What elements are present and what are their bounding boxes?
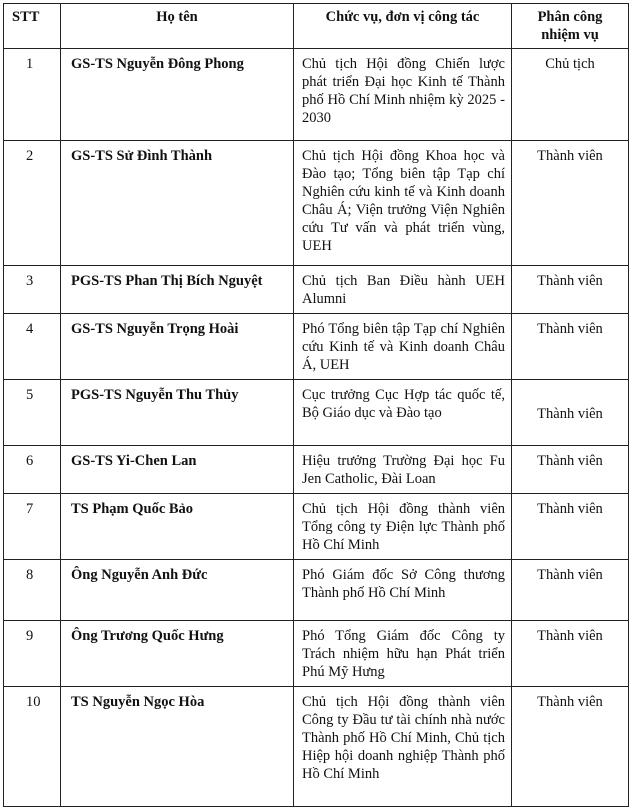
table-row bbox=[4, 314, 629, 380]
row-stt: 10 bbox=[4, 687, 61, 807]
header-role: Chức vụ, đơn vị công tác bbox=[294, 4, 512, 49]
row-stt: 8 bbox=[4, 560, 61, 621]
row-role: Chủ tịch Hội đồng thành viên Công ty Đầu tư tài chính nhà nước Thành phố Hồ Chí Minh, Chủ tịch Hiệp hội doanh nghiệp Thành phố Hồ Chí Minh bbox=[294, 687, 512, 807]
row-assignment: Chủ tịch bbox=[512, 49, 629, 141]
row-assignment: Thành viên bbox=[512, 141, 629, 266]
row-name: GS-TS Nguyễn Trọng Hoài bbox=[61, 314, 294, 380]
row-stt: 9 bbox=[4, 621, 61, 687]
row-stt: 3 bbox=[4, 266, 61, 314]
table-row bbox=[4, 266, 629, 314]
row-name: GS-TS Nguyễn Đông Phong bbox=[61, 49, 294, 141]
row-name: PGS-TS Phan Thị Bích Nguyệt bbox=[61, 266, 294, 314]
row-assignment: Thành viên bbox=[512, 687, 629, 807]
row-role: Phó Tổng Giám đốc Công ty Trách nhiệm hữu hạn Phát triển Phú Mỹ Hưng bbox=[294, 621, 512, 687]
row-name: TS Nguyễn Ngọc Hòa bbox=[61, 687, 294, 807]
row-role: Chủ tịch Hội đồng thành viên Tổng công ty Điện lực Thành phố Hồ Chí Minh bbox=[294, 494, 512, 560]
header-stt: STT bbox=[4, 4, 61, 49]
header-row bbox=[4, 4, 629, 49]
row-assignment: Thành viên bbox=[512, 266, 629, 314]
row-stt: 2 bbox=[4, 141, 61, 266]
row-stt: 4 bbox=[4, 314, 61, 380]
row-name: Ông Nguyễn Anh Đức bbox=[61, 560, 294, 621]
row-stt: 5 bbox=[4, 380, 61, 446]
row-name: GS-TS Yi-Chen Lan bbox=[61, 446, 294, 494]
header-name: Họ tên bbox=[61, 4, 294, 49]
row-assignment: Thành viên bbox=[512, 380, 629, 446]
row-name: TS Phạm Quốc Bảo bbox=[61, 494, 294, 560]
row-stt: 6 bbox=[4, 446, 61, 494]
row-assignment: Thành viên bbox=[512, 560, 629, 621]
row-name: Ông Trương Quốc Hưng bbox=[61, 621, 294, 687]
table-row bbox=[4, 494, 629, 560]
row-name: GS-TS Sử Đình Thành bbox=[61, 141, 294, 266]
row-role: Cục trưởng Cục Hợp tác quốc tế, Bộ Giáo dục và Đào tạo bbox=[294, 380, 512, 446]
row-stt: 7 bbox=[4, 494, 61, 560]
table-row bbox=[4, 380, 629, 446]
header-assignment: Phân công nhiệm vụ bbox=[512, 4, 629, 49]
table-row bbox=[4, 621, 629, 687]
row-role: Phó Tổng biên tập Tạp chí Nghiên cứu Kinh tế và Kinh doanh Châu Á, UEH bbox=[294, 314, 512, 380]
row-assignment: Thành viên bbox=[512, 446, 629, 494]
row-role: Chủ tịch Hội đồng Khoa học và Đào tạo; Tổng biên tập Tạp chí Nghiên cứu kinh tế và Kinh doanh Châu Á; Viện trưởng Viện Nghiên cứu Tư vấn và phát triển vùng, UEH bbox=[294, 141, 512, 266]
table-row bbox=[4, 141, 629, 266]
row-name: PGS-TS Nguyễn Thu Thủy bbox=[61, 380, 294, 446]
row-role: Chủ tịch Ban Điều hành UEH Alumni bbox=[294, 266, 512, 314]
row-stt: 1 bbox=[4, 49, 61, 141]
row-assignment: Thành viên bbox=[512, 494, 629, 560]
members-table bbox=[3, 3, 629, 807]
table-row bbox=[4, 687, 629, 807]
table-row bbox=[4, 560, 629, 621]
table-row bbox=[4, 446, 629, 494]
row-assignment: Thành viên bbox=[512, 621, 629, 687]
row-role: Chủ tịch Hội đồng Chiến lược phát triển Đại học Kinh tế Thành phố Hồ Chí Minh nhiệm kỳ 2025 - 2030 bbox=[294, 49, 512, 141]
row-role: Hiệu trưởng Trường Đại học Fu Jen Catholic, Đài Loan bbox=[294, 446, 512, 494]
row-assignment: Thành viên bbox=[512, 314, 629, 380]
table-row bbox=[4, 49, 629, 141]
row-role: Phó Giám đốc Sở Công thương Thành phố Hồ Chí Minh bbox=[294, 560, 512, 621]
